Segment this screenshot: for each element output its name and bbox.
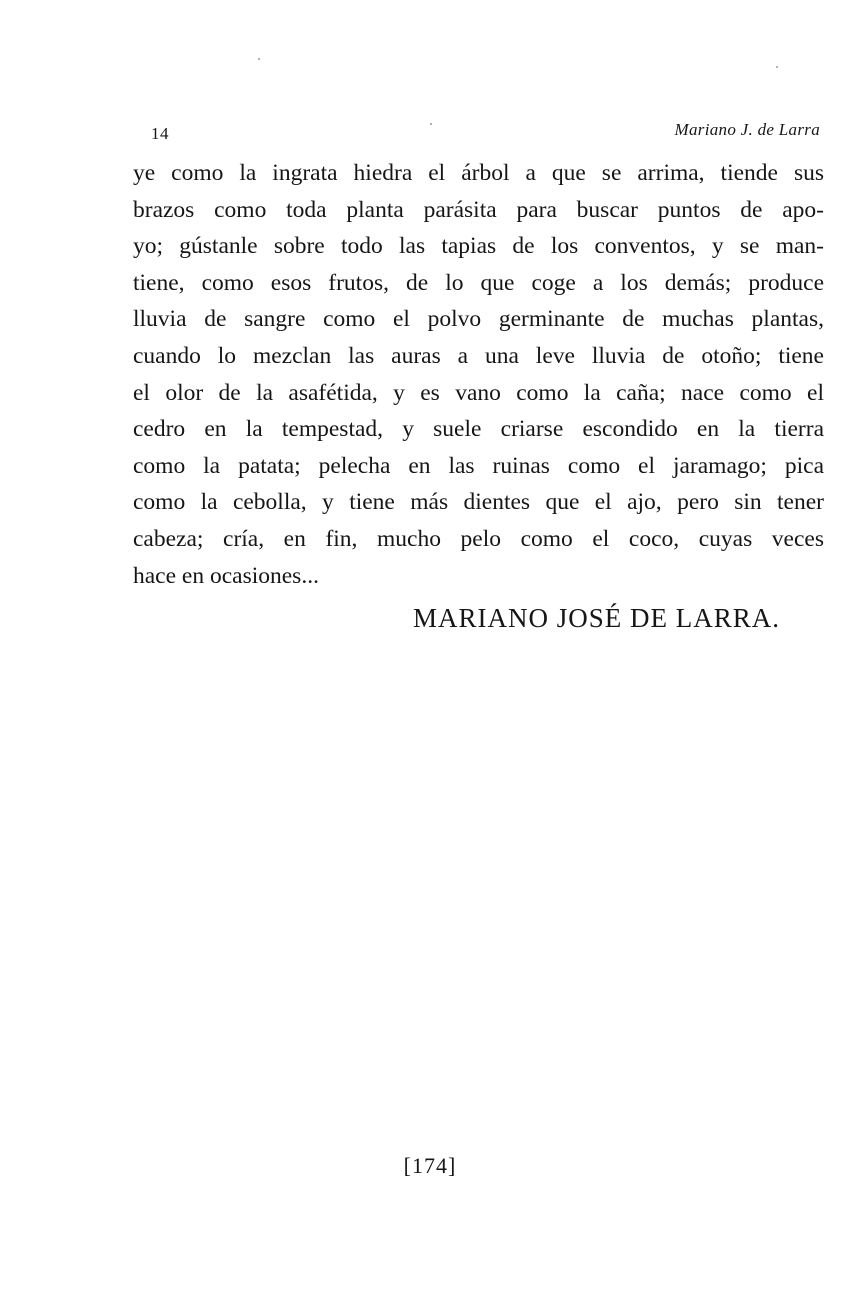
scan-speck (258, 58, 260, 60)
text-line: yo; gústanle sobre todo las tapias de los conventos, y se man- (133, 233, 824, 260)
text-line: el olor de la asafétida, y es vano como la caña; nace como el (133, 379, 824, 406)
text-line: brazos como toda planta parásita para buscar puntos de apo- (133, 196, 824, 223)
scan-speck (430, 123, 432, 125)
text-line: como la patata; pelecha en las ruinas como el jaramago; pica (133, 452, 824, 479)
text-line: como la cebolla, y tiene más dientes que el ajo, pero sin tener (133, 489, 824, 516)
text-line: cabeza; cría, en fin, mucho pelo como el coco, cuyas veces (133, 525, 824, 552)
text-line: cuando lo mezclan las auras a una leve lluvia de otoño; tiene (133, 342, 824, 369)
page-number: 14 (151, 124, 169, 143)
text-line: cedro en la tempestad, y suele criarse escondido en la tierra (133, 416, 824, 443)
text-line: lluvia de sangre como el polvo germinante de muchas plantas, (133, 306, 824, 333)
text-line: ye como la ingrata hiedra el árbol a que se arrima, tiende sus (133, 160, 824, 186)
running-title: Mariano J. de Larra (674, 120, 820, 139)
folio-number: [174] (403, 1153, 457, 1178)
text-line: hace en ocasiones... (133, 562, 319, 589)
body-text (133, 155, 824, 594)
text-line: tiene, como esos frutos, de lo que coge a los demás; produce (133, 269, 824, 296)
author-signature: MARIANO JOSÉ DE LARRA. (412, 603, 780, 633)
scan-speck (776, 66, 778, 68)
